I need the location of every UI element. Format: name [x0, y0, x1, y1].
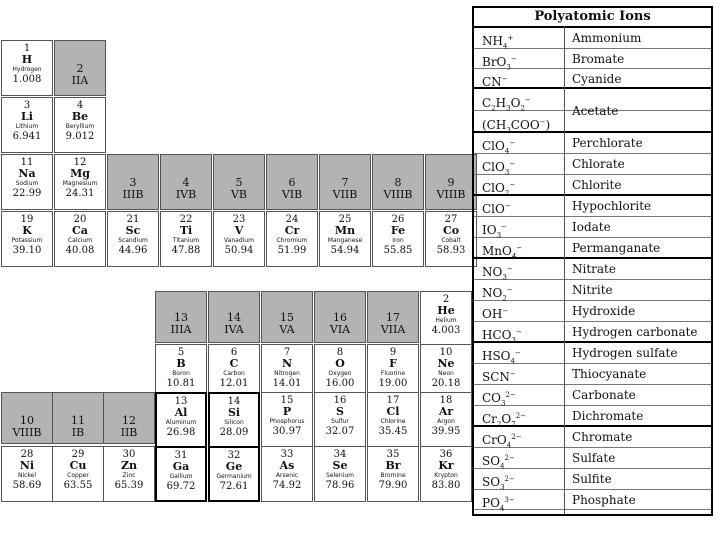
- group-label: VB: [230, 188, 248, 201]
- element-symbol: Co: [442, 224, 460, 237]
- element-mass: 39.95: [431, 426, 461, 437]
- element-symbol: Ti: [179, 224, 193, 237]
- element-cell-zn: [103, 446, 155, 502]
- ion-row: [474, 448, 711, 469]
- ion-name: Chlorate: [572, 157, 625, 171]
- ion-name: Ammonium: [572, 31, 642, 45]
- element-mass: 4.003: [431, 325, 461, 336]
- element-symbol: Ni: [19, 459, 35, 472]
- element-number: 7: [283, 347, 291, 358]
- element-name: Iron: [392, 237, 404, 244]
- element-number: 25: [338, 214, 352, 225]
- element-number: 9: [389, 347, 397, 358]
- element-cell-ti: [160, 211, 212, 267]
- ion-row: [474, 406, 711, 427]
- element-symbol: Ar: [438, 405, 454, 418]
- element-symbol: K: [22, 224, 32, 237]
- ion-formula: $NH_4^+$: [482, 34, 514, 51]
- element-symbol: Ge: [225, 460, 243, 473]
- element-mass: 63.55: [63, 480, 93, 491]
- element-name: Helium: [435, 317, 457, 324]
- group-header-g6: [266, 154, 318, 210]
- element-symbol: Se: [332, 459, 348, 472]
- element-name: Copper: [67, 472, 89, 479]
- group-number: 15: [280, 311, 294, 324]
- element-symbol: C: [229, 357, 239, 370]
- ion-formula: CN−: [482, 75, 508, 89]
- element-symbol: Al: [174, 406, 188, 419]
- element-cell-cr: [266, 211, 318, 267]
- element-name: Chromium: [276, 237, 308, 244]
- element-symbol: P: [282, 405, 292, 418]
- element-mass: 54.94: [330, 245, 360, 256]
- ion-formula: $CO_3^{2-}$: [482, 391, 516, 408]
- element-mass: 10.81: [166, 378, 196, 389]
- ion-formula: $SO_4^{2-}$: [482, 454, 515, 471]
- element-number: 12: [73, 157, 87, 168]
- element-name: Sulfur: [331, 418, 349, 425]
- group-header-g8: [372, 154, 424, 210]
- ion-name: Hydrogen sulfate: [572, 346, 678, 360]
- element-number: 1: [23, 43, 31, 54]
- element-name: Scandium: [118, 237, 148, 244]
- element-number: 24: [285, 214, 299, 225]
- group-label: IIB: [120, 426, 138, 439]
- element-name: Magnesium: [62, 180, 98, 187]
- element-number: 2: [442, 294, 450, 305]
- element-mass: 24.31: [65, 188, 95, 199]
- element-name: Vanadium: [224, 237, 254, 244]
- group-number: 4: [182, 176, 190, 189]
- ion-formula: ClO−: [482, 202, 511, 216]
- ion-formula: $PO_4^{3-}$: [482, 496, 515, 513]
- element-number: 35: [386, 449, 400, 460]
- ion-formula: $(CH_3COO^-)$: [482, 118, 551, 135]
- ion-row: [474, 364, 711, 385]
- element-mass: 28.09: [219, 427, 249, 438]
- ion-name: Hypochlorite: [572, 199, 652, 213]
- ion-name: Hydrogen carbonate: [572, 325, 698, 339]
- element-name: Calcium: [67, 237, 93, 244]
- ion-name: Dichromate: [572, 409, 644, 423]
- ion-formula: CrO$_4^{2-}$: [482, 433, 522, 450]
- group-label: VIIA: [380, 323, 406, 336]
- ion-name: Nitrate: [572, 262, 616, 276]
- element-symbol: N: [281, 357, 293, 370]
- element-mass: 58.93: [436, 245, 466, 256]
- group-header-g12: [103, 392, 155, 444]
- element-cell-mn: [319, 211, 371, 267]
- element-mass: 51.99: [277, 245, 307, 256]
- element-number: 36: [439, 449, 453, 460]
- ion-name: Chlorite: [572, 178, 622, 192]
- element-mass: 78.96: [325, 480, 355, 491]
- element-cell-br: [367, 446, 419, 502]
- ion-formula: ClO$_3$−: [482, 160, 516, 177]
- element-name: Phosphorus: [269, 418, 305, 425]
- element-cell-k: [1, 211, 53, 267]
- group-label: VIIB: [332, 188, 358, 201]
- ion-formula: SCN−: [482, 370, 516, 384]
- element-number: 26: [391, 214, 405, 225]
- element-number: 28: [20, 449, 34, 460]
- element-name: Silicon: [224, 419, 244, 426]
- element-symbol: Ga: [172, 460, 190, 473]
- element-name: Germanium: [216, 473, 252, 480]
- element-symbol: Cr: [284, 224, 300, 237]
- element-number: 16: [333, 395, 347, 406]
- element-cell-be: [54, 97, 106, 153]
- element-symbol: Sc: [125, 224, 141, 237]
- ion-name: Nitrite: [572, 283, 613, 297]
- element-cell-h: [1, 40, 53, 96]
- element-number: 13: [174, 396, 188, 407]
- element-name: Bromine: [380, 472, 406, 479]
- element-number: 22: [179, 214, 193, 225]
- ion-formula: ClO$_2$−: [482, 181, 516, 198]
- group-number: 14: [227, 311, 241, 324]
- element-name: Lithium: [15, 123, 39, 130]
- element-symbol: Ne: [437, 357, 455, 370]
- element-number: 32: [227, 450, 241, 461]
- element-cell-co: [425, 211, 477, 267]
- element-cell-ge: [208, 446, 260, 502]
- ion-name: Permanganate: [572, 241, 661, 255]
- element-cell-fe: [372, 211, 424, 267]
- group-number: 16: [333, 311, 347, 324]
- ion-row: [474, 28, 711, 49]
- element-mass: 40.08: [65, 245, 95, 256]
- ion-name: Iodate: [572, 220, 611, 234]
- element-cell-li: [1, 97, 53, 153]
- element-number: 17: [386, 395, 400, 406]
- group-number: 11: [71, 414, 85, 427]
- element-name: Arsenic: [275, 472, 299, 479]
- element-number: 8: [336, 347, 344, 358]
- ion-formula: $SO_3^{2-}$: [482, 475, 515, 492]
- ion-row: [474, 217, 711, 238]
- element-cell-ar: [420, 392, 472, 448]
- ion-name: Carbonate: [572, 388, 636, 402]
- group-number: 12: [122, 414, 136, 427]
- element-mass: 79.90: [378, 480, 408, 491]
- element-symbol: Br: [385, 459, 401, 472]
- ion-name: Acetate: [572, 104, 619, 118]
- element-mass: 9.012: [65, 131, 95, 142]
- ion-row: [474, 154, 711, 175]
- element-symbol: H: [21, 53, 33, 66]
- element-mass: 26.98: [166, 427, 196, 438]
- element-symbol: V: [234, 224, 244, 237]
- element-name: Neon: [438, 370, 454, 377]
- element-number: 4: [76, 100, 84, 111]
- element-symbol: Cl: [386, 405, 400, 418]
- group-header-g10: [1, 392, 53, 444]
- element-symbol: Mg: [70, 167, 90, 180]
- ion-row: [474, 280, 711, 301]
- element-name: Titanium: [172, 237, 200, 244]
- group-header-g3: [107, 154, 159, 210]
- element-number: 18: [439, 395, 453, 406]
- element-number: 6: [230, 347, 238, 358]
- group-number: 13: [174, 311, 188, 324]
- ion-row: [474, 238, 711, 259]
- ions-title: Polyatomic Ions: [474, 8, 711, 28]
- group-header-g11: [52, 392, 104, 444]
- element-number: 3: [23, 100, 31, 111]
- element-number: 14: [227, 396, 241, 407]
- group-header-g2: [54, 40, 106, 96]
- ion-formula: BrO$_3$−: [482, 55, 517, 72]
- element-number: 11: [20, 157, 34, 168]
- element-number: 23: [232, 214, 246, 225]
- element-symbol: Si: [227, 406, 241, 419]
- ion-formula: $NO_3^-$: [482, 265, 513, 282]
- element-cell-kr: [420, 446, 472, 502]
- ion-name: Perchlorate: [572, 136, 643, 150]
- element-name: Fluorine: [380, 370, 406, 377]
- element-mass: 72.61: [219, 481, 249, 492]
- element-mass: 19.00: [378, 378, 408, 389]
- element-name: Potassium: [11, 237, 43, 244]
- element-cell-si: [208, 392, 260, 448]
- ion-formula: $Cr_2O_7^{2-}$: [482, 412, 527, 429]
- group-header-g17: [367, 291, 419, 343]
- element-cell-na: [1, 154, 53, 210]
- group-number: 3: [129, 176, 137, 189]
- element-mass: 65.39: [114, 480, 144, 491]
- element-mass: 47.88: [171, 245, 201, 256]
- group-label: VIIIB: [383, 188, 413, 201]
- ion-row: [474, 133, 711, 154]
- group-header-g5: [213, 154, 265, 210]
- ion-formula: MnO$_4$−: [482, 244, 523, 261]
- element-number: 20: [73, 214, 87, 225]
- ion-row: [474, 49, 711, 72]
- element-name: Sodium: [15, 180, 39, 187]
- element-name: Beryllium: [65, 123, 95, 130]
- ion-name: Sulfate: [572, 451, 616, 465]
- ion-name: Cyanide: [572, 72, 622, 86]
- element-name: Zinc: [122, 472, 136, 479]
- element-cell-se: [314, 446, 366, 502]
- element-cell-cl: [367, 392, 419, 448]
- element-name: Aluminum: [165, 419, 197, 426]
- element-symbol: Fe: [390, 224, 406, 237]
- element-mass: 12.01: [219, 378, 249, 389]
- ion-row: [474, 259, 711, 280]
- group-label: IVB: [175, 188, 197, 201]
- ion-name: Chromate: [572, 430, 633, 444]
- group-number: 5: [235, 176, 243, 189]
- element-cell-cu: [52, 446, 104, 502]
- element-symbol: S: [336, 405, 344, 418]
- element-symbol: Li: [21, 110, 33, 123]
- element-cell-ca: [54, 211, 106, 267]
- element-cell-al: [155, 392, 207, 448]
- element-mass: 50.94: [224, 245, 254, 256]
- element-mass: 6.941: [12, 131, 42, 142]
- element-name: Nickel: [17, 472, 37, 479]
- element-number: 34: [333, 449, 347, 460]
- group-label: VA: [279, 323, 295, 336]
- group-header-g7: [319, 154, 371, 210]
- group-label: IVA: [224, 323, 244, 336]
- element-symbol: As: [279, 459, 295, 472]
- group-label: VIIIB: [436, 188, 466, 201]
- element-number: 33: [280, 449, 294, 460]
- group-number: 9: [447, 176, 455, 189]
- element-mass: 83.80: [431, 480, 461, 491]
- polyatomic-ions-table: [472, 6, 713, 516]
- ion-name: Hydroxide: [572, 304, 636, 318]
- element-symbol: He: [437, 304, 455, 317]
- element-cell-as: [261, 446, 313, 502]
- ion-formula: $IO_3^-$: [482, 223, 507, 240]
- element-cell-ni: [1, 446, 53, 502]
- element-symbol: Mn: [334, 224, 356, 237]
- ion-name: Sulfite: [572, 472, 612, 486]
- group-label: VIB: [281, 188, 303, 201]
- element-number: 27: [444, 214, 458, 225]
- group-header-g16: [314, 291, 366, 343]
- ion-formula: $C_2H_3O_2^-$: [482, 96, 531, 113]
- element-symbol: Zn: [120, 459, 138, 472]
- ion-formula: $NO_2^-$: [482, 286, 513, 303]
- element-cell-p: [261, 392, 313, 448]
- element-cell-ga: [155, 446, 207, 502]
- ion-row: [474, 427, 711, 448]
- ion-row: [474, 175, 711, 196]
- ion-row: [474, 385, 711, 406]
- ion-formula: ClO$_4$−: [482, 139, 516, 156]
- ion-name: Bromate: [572, 52, 625, 66]
- element-name: Krypton: [434, 472, 458, 479]
- element-mass: 20.18: [431, 378, 461, 389]
- element-mass: 69.72: [166, 481, 196, 492]
- element-mass: 44.96: [118, 245, 148, 256]
- element-cell-he: [420, 291, 472, 347]
- ion-row: [474, 89, 711, 118]
- element-mass: 14.01: [272, 378, 302, 389]
- group-number: 10: [20, 414, 34, 427]
- element-number: 10: [439, 347, 453, 358]
- element-name: Gallium: [169, 473, 193, 480]
- element-mass: 39.10: [12, 245, 42, 256]
- element-cell-v: [213, 211, 265, 267]
- group-label: VIIIB: [12, 426, 42, 439]
- element-name: Oxygen: [328, 370, 352, 377]
- ion-name: Thiocyanate: [572, 367, 647, 381]
- ion-formula: $HCO_3^-$: [482, 328, 522, 345]
- element-name: Manganese: [327, 237, 363, 244]
- ion-rows: [474, 28, 711, 513]
- ion-row: [474, 196, 711, 217]
- element-name: Argon: [437, 418, 455, 425]
- group-header-g13: [155, 291, 207, 343]
- element-name: Chlorine: [380, 418, 406, 425]
- ion-formula: $HSO_4^-$: [482, 349, 521, 366]
- ion-row: [474, 343, 711, 364]
- element-mass: 74.92: [272, 480, 302, 491]
- group-number: 2: [76, 62, 84, 75]
- element-mass: 58.69: [12, 480, 42, 491]
- ion-row: [474, 322, 711, 343]
- element-symbol: Kr: [438, 459, 454, 472]
- element-symbol: O: [335, 357, 345, 370]
- element-name: Carbon: [223, 370, 245, 377]
- element-name: Selenium: [326, 472, 354, 479]
- ion-row: [474, 490, 711, 513]
- element-symbol: Ca: [72, 224, 88, 237]
- group-header-g9: [425, 154, 477, 210]
- group-label: IB: [71, 426, 85, 439]
- element-cell-mg: [54, 154, 106, 210]
- ion-name: Phosphate: [572, 493, 636, 507]
- group-number: 7: [341, 176, 349, 189]
- element-cell-sc: [107, 211, 159, 267]
- element-name: Nitrogen: [274, 370, 300, 377]
- group-header-g4: [160, 154, 212, 210]
- group-label: IIA: [71, 74, 89, 87]
- element-number: 19: [20, 214, 34, 225]
- ions-divider: [564, 26, 565, 514]
- group-label: VIA: [329, 323, 351, 336]
- element-number: 31: [174, 450, 188, 461]
- ion-row: [474, 111, 711, 133]
- group-number: 17: [386, 311, 400, 324]
- group-header-g15: [261, 291, 313, 343]
- element-number: 5: [177, 347, 185, 358]
- element-mass: 1.008: [12, 74, 42, 85]
- element-number: 30: [122, 449, 136, 460]
- element-symbol: Na: [18, 167, 36, 180]
- ion-row: [474, 469, 711, 490]
- element-mass: 32.07: [325, 426, 355, 437]
- element-cell-s: [314, 392, 366, 448]
- element-number: 29: [71, 449, 85, 460]
- element-mass: 35.45: [378, 426, 408, 437]
- element-mass: 30.97: [272, 426, 302, 437]
- group-header-g14: [208, 291, 260, 343]
- element-symbol: Cu: [69, 459, 87, 472]
- ion-row: [474, 69, 711, 89]
- group-number: 8: [394, 176, 402, 189]
- group-label: IIIA: [170, 323, 192, 336]
- group-number: 6: [288, 176, 296, 189]
- element-name: Boron: [172, 370, 190, 377]
- element-number: 21: [126, 214, 140, 225]
- element-mass: 16.00: [325, 378, 355, 389]
- group-label: IIIB: [122, 188, 144, 201]
- ion-formula: OH−: [482, 307, 509, 321]
- element-symbol: B: [176, 357, 186, 370]
- ion-row: [474, 301, 711, 322]
- element-symbol: F: [389, 357, 397, 370]
- element-mass: 22.99: [12, 188, 42, 199]
- element-name: Hydrogen: [12, 66, 42, 73]
- element-symbol: Be: [71, 110, 89, 123]
- element-mass: 55.85: [383, 245, 413, 256]
- element-number: 15: [280, 395, 294, 406]
- element-name: Cobalt: [441, 237, 461, 244]
